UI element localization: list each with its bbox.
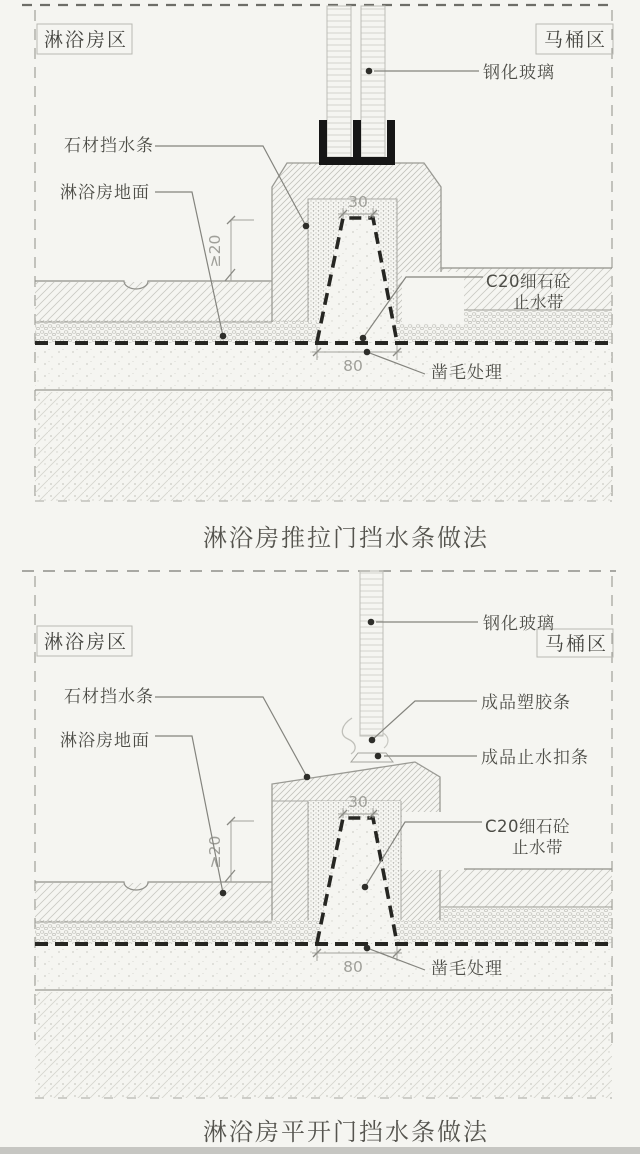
label-stone-strip: 石材挡水条 <box>64 136 154 156</box>
caption-top: 淋浴房推拉门挡水条做法 <box>203 524 489 552</box>
leader-stone-strip-2 <box>155 697 307 777</box>
label-chisel-2: 凿毛处理 <box>431 959 503 979</box>
dot-chisel <box>364 349 371 356</box>
leader-mask-2 <box>402 812 464 870</box>
dot-waterstop-clip <box>375 753 382 760</box>
label-shower-floor: 淋浴房地面 <box>60 183 150 203</box>
dim-80-text-2: 80 <box>343 958 363 976</box>
dim-ge20-text: ≥20 <box>206 234 224 268</box>
label-chisel: 凿毛处理 <box>431 363 503 383</box>
region-left-label-2: 淋浴房区 <box>44 631 129 653</box>
dot-c20-2 <box>362 884 369 891</box>
label-c20-line1-2: C20细石砼 <box>485 817 571 836</box>
label-c20-line2: 止水带 <box>513 293 564 312</box>
shower-mortar-layer <box>35 282 272 322</box>
plastic-strip-shape-right <box>383 733 388 748</box>
dot-stone-strip-2 <box>304 774 311 781</box>
glass-pane-left <box>327 6 351 157</box>
label-plastic-strip: 成品塑胶条 <box>481 693 571 713</box>
caption-bottom: 淋浴房平开门挡水条做法 <box>203 1118 489 1146</box>
waterstop-clip-shape <box>351 753 393 762</box>
leader-shower-floor-2 <box>155 736 223 893</box>
structural-slab <box>35 392 612 501</box>
dim-30-text: 30 <box>348 193 368 211</box>
dim-ge20-2 <box>206 817 254 882</box>
label-c20-line2-2: 止水带 <box>512 838 563 857</box>
plastic-strip-shape <box>342 718 355 754</box>
dot-shower-floor <box>220 333 227 340</box>
leader-mask <box>402 272 464 324</box>
dim-80-text: 80 <box>343 357 363 375</box>
region-right-label-2: 马桶区 <box>545 633 609 655</box>
dot-stone-strip <box>303 223 310 230</box>
dot-c20 <box>360 335 367 342</box>
region-right-label: 马桶区 <box>544 29 608 51</box>
dot-glass <box>366 68 373 75</box>
toilet-mortar-layer-2 <box>441 869 612 907</box>
region-left-label: 淋浴房区 <box>44 29 129 51</box>
label-stone-strip-2: 石材挡水条 <box>64 687 154 707</box>
label-shower-floor-2: 淋浴房地面 <box>60 731 150 751</box>
dot-shower-floor-2 <box>220 890 227 897</box>
glass-pane-right <box>361 6 385 157</box>
page-edge-bar <box>0 1147 640 1154</box>
dim-ge20-text-2: ≥20 <box>206 835 224 869</box>
dot-plastic-strip <box>369 737 376 744</box>
bottom-diagram <box>22 571 616 1146</box>
leader-plastic-strip <box>372 701 477 740</box>
top-diagram <box>22 5 616 552</box>
label-glass: 钢化玻璃 <box>483 63 555 83</box>
dot-chisel-2 <box>364 945 371 952</box>
dim-ge20 <box>206 216 254 281</box>
structural-slab-2 <box>35 992 612 1098</box>
shower-mortar-layer-2 <box>35 883 272 922</box>
label-glass-2: 钢化玻璃 <box>483 614 555 634</box>
dot-glass-2 <box>368 619 375 626</box>
track-base <box>319 157 395 165</box>
glass-panel-2 <box>360 571 383 736</box>
toilet-pebble-extra-2 <box>441 908 612 922</box>
dim-30-text-2: 30 <box>348 793 368 811</box>
label-c20-line1: C20细石砼 <box>486 272 572 291</box>
label-waterstop-clip: 成品止水扣条 <box>481 748 589 768</box>
